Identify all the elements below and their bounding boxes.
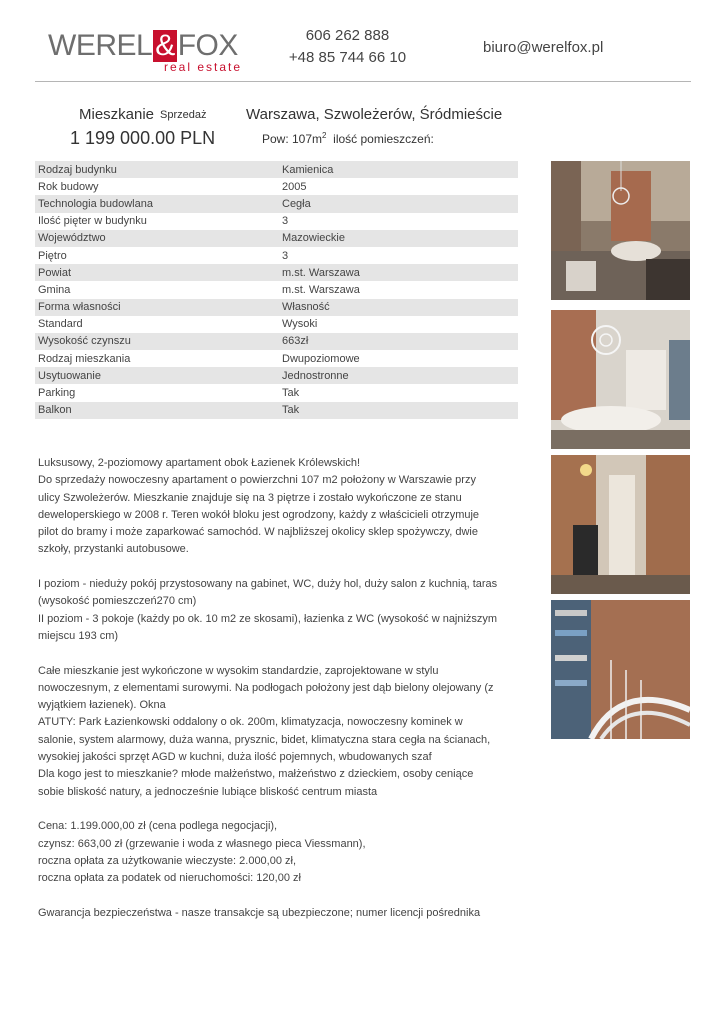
property-row [35, 350, 518, 367]
property-row [35, 247, 518, 264]
property-row [35, 402, 518, 419]
property-row [35, 178, 518, 195]
property-value: 3 [282, 215, 289, 228]
property-label: Województwo [38, 232, 106, 245]
property-row [35, 281, 518, 298]
property-label: Balkon [38, 404, 72, 417]
property-label: Ilość pięter w budynku [38, 215, 147, 228]
property-label: Wysokość czynszu [38, 335, 131, 348]
property-value: 663zł [282, 335, 309, 348]
area-value: Pow: 107m [262, 132, 323, 146]
property-label: Powiat [38, 266, 72, 279]
property-value: Cegła [282, 197, 311, 210]
logo-tagline: real estate [164, 60, 243, 74]
property-value: 2005 [282, 180, 307, 193]
property-row [35, 367, 518, 384]
property-row [35, 230, 518, 247]
property-label: Rok budowy [38, 180, 99, 193]
description-levels: I poziom - nieduży pokój przystosowany na gabinet, WC, duży hol, duży salon z kuchnią, taras (wysokość pomieszczeń270 cm) II poziom - 3 pokoje (każdy po ok. 10 m2 ze skosami), łazienka z WC (wysokość w najniższym miejscu 193 cm) [38, 578, 498, 642]
property-label: Standard [38, 318, 83, 331]
phone-mobile: 606 262 888 [305, 27, 390, 44]
property-value: 3 [282, 249, 289, 262]
property-row [35, 299, 518, 316]
property-value: Mazowieckie [282, 232, 345, 245]
header-divider [35, 81, 691, 82]
property-label: Gmina [38, 283, 71, 296]
dining-chandelier-photo[interactable] [551, 310, 690, 449]
property-row [35, 161, 518, 178]
area-unit-exp: 2 [322, 131, 327, 140]
property-label: Rodzaj mieszkania [38, 352, 131, 365]
properties-table [35, 161, 518, 419]
property-value: m.st. Warszawa [282, 266, 360, 279]
phone-landline: +48 85 744 66 10 [288, 49, 407, 66]
property-label: Piętro [38, 249, 67, 262]
deal-type: Sprzedaż [160, 109, 207, 121]
property-row [35, 333, 518, 350]
description-features: Całe mieszkanie jest wykończone w wysokim standardzie, zaprojektowane w stylu nowoczesnym, z elementami surowymi. Na podłogach położony jest dąb bielony olejowany (z wyjątkiem łazienek). Okna ATUTY: Park Łazienkowski oddalony o ok. 200m, klimatyzacja, nowoczesny kominek w salonie, system alarmowy, duża wanna, prysznic, bidet, klimatyczna stara cegła na ścianach, wysokiej jakości sprzęt AGD w kuchni, duża ilość pojemnych, wbudowanych szaf Dla kogo jest to mieszkanie? młode małżeństwo, małżeństwo z dzieckiem, osoby ceniące sobie bliskość natury, a jednocześnie lubiące bliskość centrum miasta [38, 664, 494, 798]
property-label: Usytuowanie [38, 369, 101, 382]
property-row [35, 384, 518, 401]
staircase-bookshelf-photo[interactable] [551, 600, 690, 739]
description-costs: Cena: 1.199.000,00 zł (cena podlega negocjacji), czynsz: 663,00 zł (grzewanie i woda z własnego pieca Viessmann), roczna opłata za użytkowanie wieczyste: 2.000,00 zł, roczna opłata za podatek od nieruchomości: 120,00 zł [38, 820, 366, 885]
rooms-label: ilość pomieszczeń: [333, 132, 434, 146]
property-row [35, 316, 518, 333]
description-intro: Luksusowy, 2-poziomowy apartament obok Łazienek Królewskich! Do sprzedaży nowoczesny apartament o powierzchni 107 m2 położony w Warszawie przy ulicy Szwoleżerów. Mieszkanie znajduje się na 3 piętrze i zostało wykończone ze stanu deweloperskiego w 2008 r. Teren wokół bloku jest ogrodzony, każdy z właścicieli otrzymuje pilot do bramy i może zaparkować samochód. W najbliższej okolicy sklep spożywczy, dwie szkoły, przystanki autobusowe. [38, 457, 480, 556]
property-label: Parking [38, 387, 76, 400]
living-room-photo[interactable] [551, 161, 690, 300]
property-row [35, 264, 518, 281]
property-label: Rodzaj budynku [38, 163, 117, 176]
logo-wordmark: WEREL & FOX [48, 29, 238, 62]
property-value: Jednostronne [282, 369, 349, 382]
area-info [262, 131, 434, 146]
property-label: Technologia budowlana [38, 197, 153, 210]
property-value: Tak [282, 387, 300, 400]
hallway-brick-photo[interactable] [551, 455, 690, 594]
property-value: Własność [282, 301, 330, 314]
property-value: m.st. Warszawa [282, 283, 360, 296]
listing-price: 1 199 000.00 PLN [70, 128, 216, 148]
property-row [35, 195, 518, 212]
property-value: Wysoki [282, 318, 318, 331]
property-value: Dwupoziomowe [282, 352, 360, 365]
property-type: Mieszkanie [79, 106, 155, 123]
property-value: Kamienica [282, 163, 334, 176]
listing-description [38, 455, 498, 939]
description-guarantee: Gwarancja bezpieczeństwa - nasze transakcje są ubezpieczone; numer licencji pośrednika [38, 906, 481, 919]
property-value: Tak [282, 404, 300, 417]
contact-email: biuro@werelfox.pl [483, 39, 604, 56]
property-label: Forma własności [38, 301, 121, 314]
listing-location: Warszawa, Szwoleżerów, Śródmieście [246, 106, 503, 123]
property-row [35, 213, 518, 230]
